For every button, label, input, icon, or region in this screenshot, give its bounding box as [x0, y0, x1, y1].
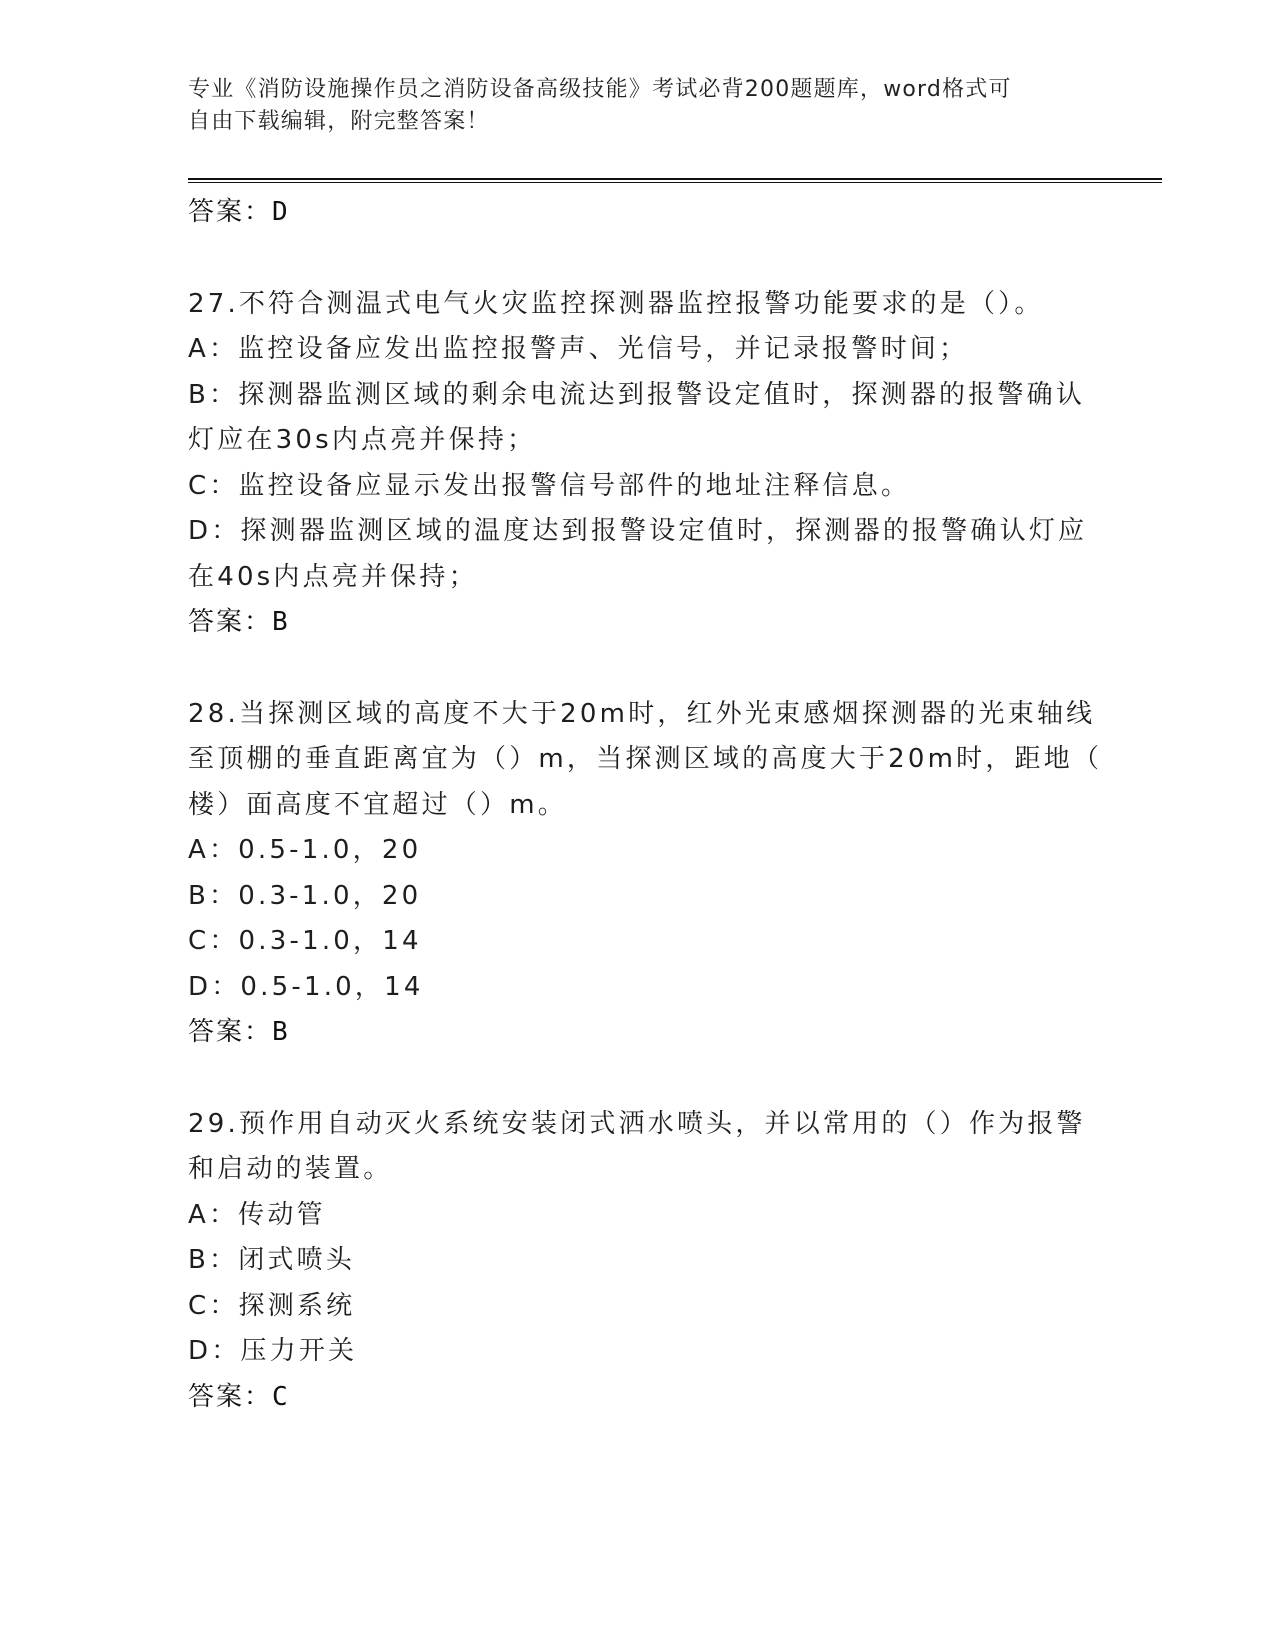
header-divider — [188, 178, 1162, 183]
question-list — [188, 190, 1103, 1420]
question-stem: 27.不符合测温式电气火灾监控探测器监控报警功能要求的是（）。 — [188, 288, 1044, 319]
option-c: C：监控设备应显示发出报警信号部件的地址注释信息。 — [188, 470, 911, 501]
option-b-line-2: 灯应在30s内点亮并保持； — [188, 425, 537, 455]
answer-label: 答案： — [188, 197, 273, 227]
answer-label: 答案： — [188, 607, 273, 637]
question-answer — [188, 600, 1088, 646]
question-answer — [188, 1010, 1088, 1056]
previous-answer — [188, 190, 1088, 236]
option-b: B：闭式喷头 — [188, 1245, 356, 1275]
question-stem-line-1: 29.预作用自动灭火系统安装闭式洒水喷头，并以常用的（）作为报警 — [188, 1108, 1086, 1139]
option-d: D：0.5-1.0，14 — [188, 971, 424, 1002]
question-stem-line-2: 和启动的装置。 — [188, 1154, 393, 1184]
option-d-line-2: 在40s内点亮并保持； — [188, 561, 478, 592]
option-a: A：0.5-1.0，20 — [188, 835, 422, 865]
option-c: C：0.3-1.0，14 — [188, 926, 422, 956]
answer-value: B — [272, 1017, 288, 1047]
header-line-2: 自由下载编辑，附完整答案！ — [188, 109, 490, 134]
option-b-line-1: B：探测器监测区域的剩余电流达到报警设定值时，探测器的报警确认 — [188, 379, 1086, 410]
option-b — [188, 373, 1088, 464]
question-stem-line-3: 楼）面高度不宜超过（）m。 — [188, 789, 567, 820]
answer-value: B — [272, 607, 288, 637]
option-d-line-1: D：探测器监测区域的温度达到报警设定值时，探测器的报警确认灯应 — [188, 516, 1088, 546]
question-stem-line-2: 至顶棚的垂直距离宜为（）m，当探测区域的高度大于20m时，距地（ — [188, 744, 1103, 774]
option-c: C：探测系统 — [188, 1290, 356, 1321]
option-a: A：监控设备应发出监控报警声、光信号，并记录报警时间； — [188, 334, 969, 364]
question-stem-line-1: 28.当探测区域的高度不大于20m时，红外光束感烟探测器的光束轴线 — [188, 698, 1096, 729]
answer-value: C — [272, 1381, 288, 1412]
question-28 — [188, 692, 1103, 1056]
option-a: A：传动管 — [188, 1199, 326, 1230]
question-27 — [188, 282, 1088, 646]
option-d — [188, 509, 1088, 600]
answer-label: 答案： — [188, 1381, 273, 1412]
page-header — [188, 74, 1068, 138]
header-line-1: 专业《消防设施操作员之消防设备高级技能》考试必背200题题库，word格式可 — [188, 77, 1012, 102]
option-b: B：0.3-1.0，20 — [188, 880, 422, 911]
answer-value: D — [272, 197, 288, 227]
question-answer — [188, 1375, 1088, 1421]
question-29 — [188, 1102, 1088, 1421]
option-d: D：压力开关 — [188, 1336, 358, 1366]
answer-label: 答案： — [188, 1017, 273, 1047]
